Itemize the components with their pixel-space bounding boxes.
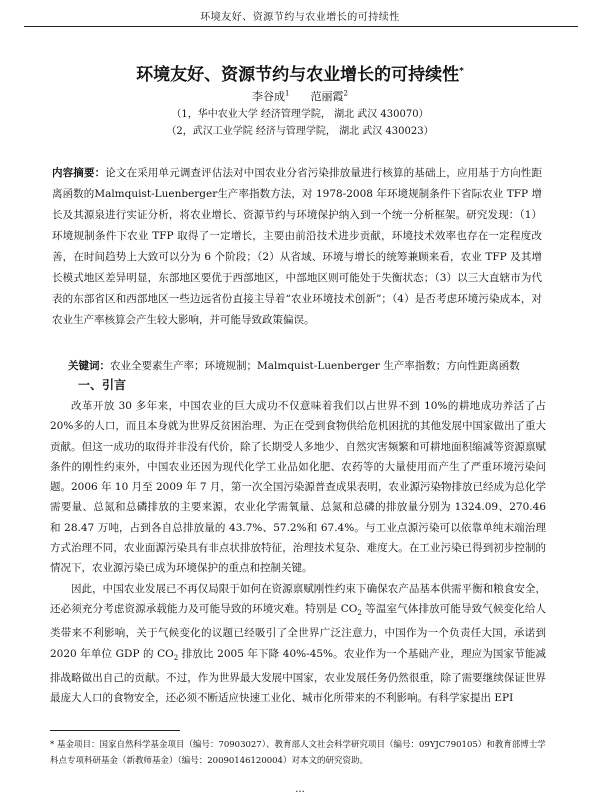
- footnote-mark: *: [50, 740, 55, 750]
- running-head: 环境友好、资源节约与农业增长的可持续性: [200, 12, 400, 23]
- abstract-label: 内容摘要：: [52, 167, 106, 179]
- affiliation-2: （2，武汉工业学院 经济与管理学院， 湖北 武汉 430023）: [166, 126, 434, 137]
- body-text: [50, 396, 546, 709]
- author-mark: 2: [343, 89, 348, 98]
- co2-subscript: 2: [173, 653, 179, 662]
- keywords-text: 农业全要素生产率；环境规制；Malmquist-Luenberger 生产率指数；方向性距离函数: [110, 360, 520, 372]
- header-rule: [24, 26, 578, 27]
- co2-subscript: 2: [357, 609, 362, 618]
- page-number: ...: [295, 784, 305, 795]
- paper-title-text: 环境友好、资源节约与农业增长的可持续性: [136, 65, 460, 85]
- affiliation-1: （1，华中农业大学 经济管理学院， 湖北 武汉 430070）: [171, 109, 429, 120]
- author-mark: 1: [285, 89, 290, 98]
- para2-text-a: 因此，中国农业发展已不再仅局限于如何在资源禀赋刚性约束下确保农产品基本供需平衡和粮食安全，还必须充分考虑资源承载能力及可能导致的环境灾难。特别是 CO: [50, 582, 546, 615]
- footnote: [50, 737, 546, 769]
- keywords: [68, 358, 542, 374]
- title-footnote-mark: *: [459, 66, 464, 77]
- abstract-text: 论文在采用单元调查评估法对中国农业分省污染排放量进行核算的基础上，应用基于方向性距离函数的Malmquist-Luenberger生产率指数方法，对 1978-2008 年环境规制条件下省际农业 TFP 增长及其源泉进行实证分析，将农业增长、资源节约与环境保护纳入到一个统一分析框架。研究发现：（1）环境规制条件下农业 TFP 取得了一定增长，主要由前沿技术进步贡献，环境技术效率也存在一定程度改善，在时间趋势上大致可以分为 6 个阶段；（2）从省域、环境与增长的统筹兼顾来看，农业 TFP 及其增长模式地区差异明显，东部地区要优于西部地区，中部地区则可能处于失衡状态；（3）以三大直辖市为代表的东部省区和西部地区一些边远省份直接主导着“农业环境技术创新”；（4）是否考虑环境污染成本，对农业生产率核算会产生较大影响，并可能导致政策偏误。: [52, 167, 543, 326]
- paragraph-2: [50, 579, 546, 709]
- author-line: [0, 88, 600, 104]
- para2-text-c: 排放比 2005 年下降 40%-45%。农业作为一个基础产业，理应为国家节能减排战略做出自己的贡献。不过，作为世界最大发展中国家，农业发展任务仍然很重，除了需要继续保证世界最庞大人口的食物安全，还必须不断适应快速工业化、城市化所带来的不利影响。有科学家提出 EPI: [50, 647, 546, 705]
- author-name: 李谷成: [252, 90, 286, 103]
- author-name: 范丽霞: [310, 90, 344, 103]
- paper-title: [0, 60, 600, 85]
- keywords-label: 关键词：: [68, 360, 110, 372]
- footnote-rule: [50, 730, 180, 731]
- footnote-text: 基金项目：国家自然科学基金项目（编号：70903027）、教育部人文社会科学研究项目（编号：09YJC790105）和教育部博士学科点专项科研基金（新教师基金）（编号：20090146120004）对本文的研究资助。: [50, 740, 546, 766]
- para2-text-b: 等温室气体排放可能导致气候变化给人类带来不利影响，关于气候变化的议题已经吸引了全世界广泛注意力，中国作为一个负责任大国，承诺到 2020 年单位 GDP 的 CO: [50, 602, 546, 660]
- paragraph-1: 改革开放 30 多年来，中国农业的巨大成功不仅意味着我们以占世界不到 10%的耕地成功养活了占 20%多的人口，而且本身就为世界反贫困治理、为正在受到食物供给危机困扰的其他发展中国家做出了重大贡献。但这一成功的取得并非没有代价，除了长期受人多地少、自然灾害频繁和可耕地面积缩减等资源禀赋条件的刚性约束外，中国农业还因为现代化学工业品如化肥、农药等的大量使用而产生了严重环境污染问题。2006 年 10 月至 2009 年 7 月，第一次全国污染源普查成果表明，农业源污染物排放已经成为总化学需要量、总氮和总磷排放的主要来源，农业化学需氧量、总氮和总磷的排放量分别为 1324.09、270.46 和 28.47 万吨，占到各自总排放量的 43.7%、57.2%和 67.4%。与工业点源污染可以依靠单纯末端治理方式治理不同，农业面源污染具有非点状排放特征，治理技术复杂、难度大。在工业污染已得到初步控制的情况下，农业源污染已成为环境保护的重点和控制关键。: [50, 400, 546, 575]
- section-heading: 一、引言: [78, 378, 127, 392]
- abstract: [52, 163, 542, 331]
